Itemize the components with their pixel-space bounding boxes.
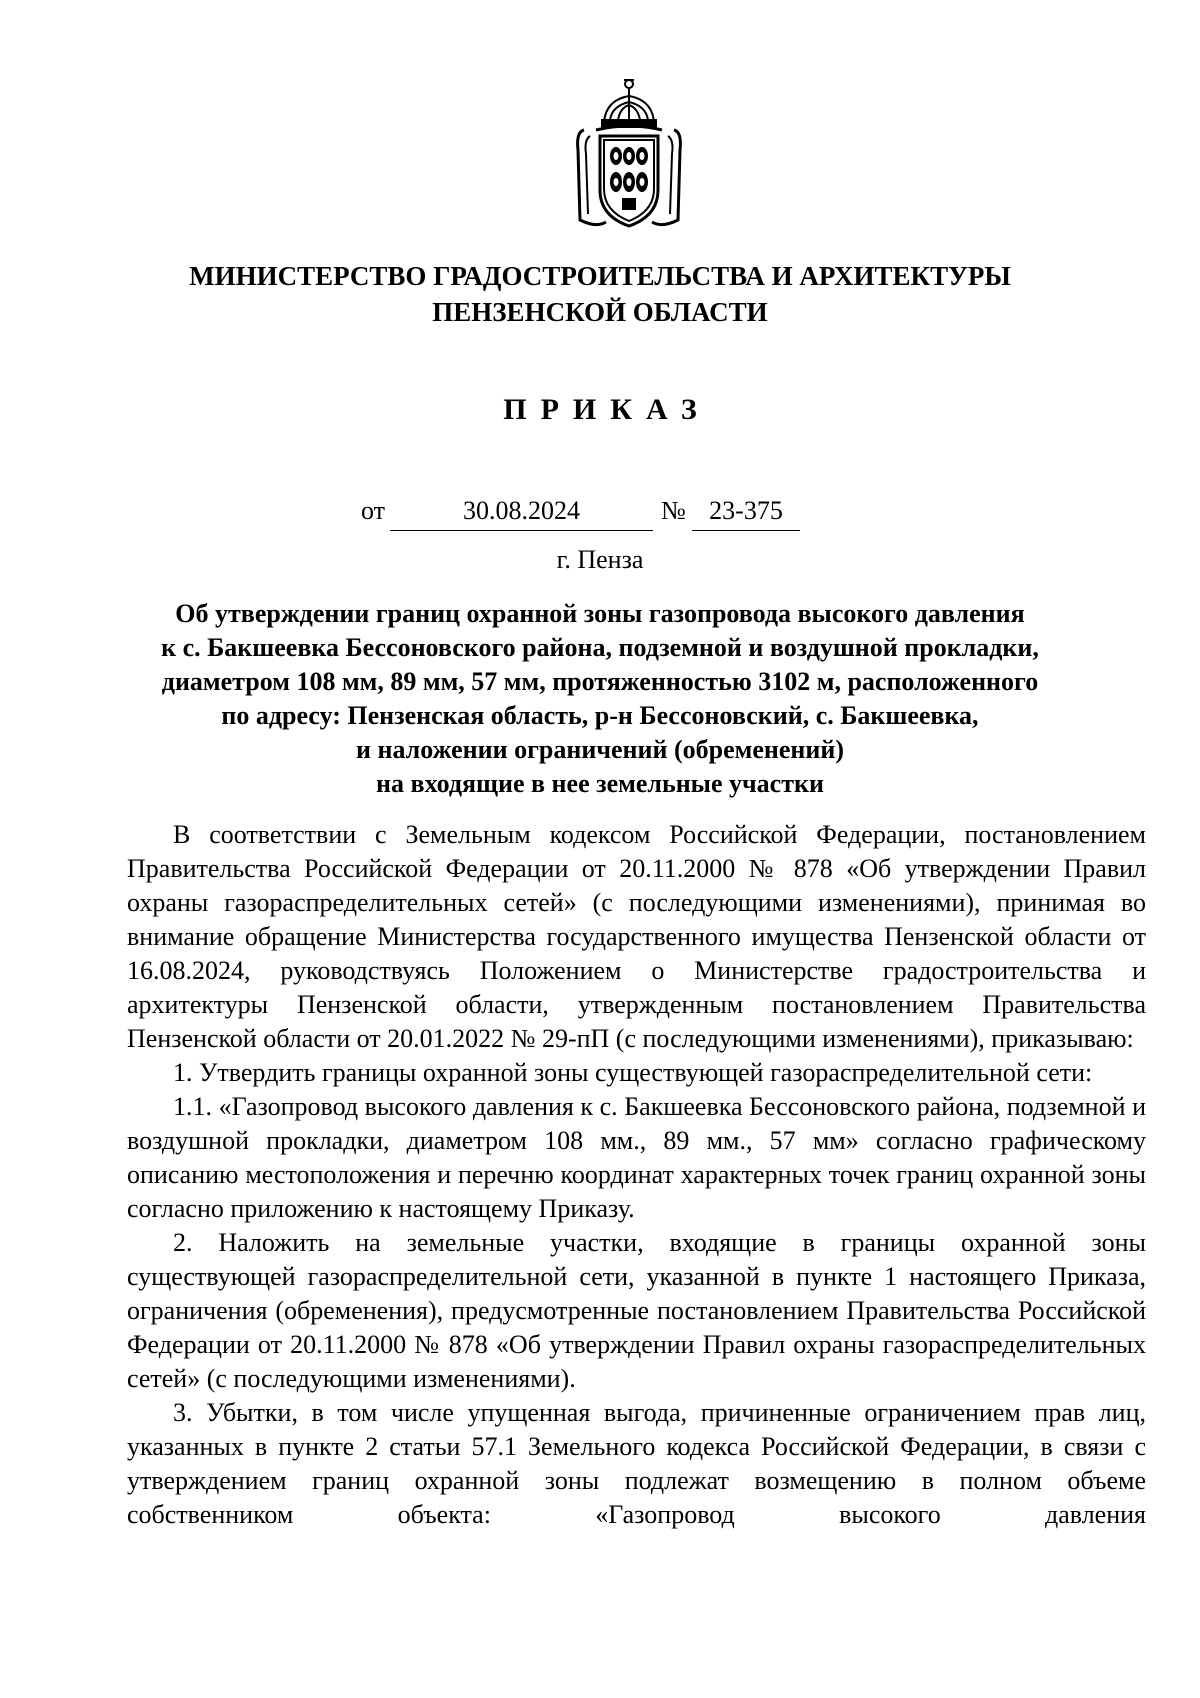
coat-of-arms-icon [566,70,692,240]
subject-line: и наложении ограничений (обременений) [355,735,845,764]
subject-line: диаметром 108 мм, 89 мм, 57 мм, протяженностью 3102 м, расположенного [161,667,1039,696]
body-paragraph-item-3: 3. Убытки, в том числе упущенная выгода, причиненные ограничением прав лиц, указанных в пункте 2 статьи 57.1 Земельного кодекса Российской Федерации, в связи с утверждением границ охранной зоны подлежат возмещению в полном объеме собственником объекта: «Газопровод высокого давления [127,1398,1146,1529]
body-paragraph-item-1: 1. Утвердить границы охранной зоны существующей газораспределительной сети: [173,1058,1093,1087]
subject-line: к с. Бакшеевка Бессоновского района, подземной и воздушной прокладки, [161,633,1039,662]
body-paragraph-item-2: 2. Наложить на земельные участки, входящие в границы охранной зоны существующей газораспределительной сети, указанной в пункте 1 настоящего Приказа, ограничения (обременения), предусмотренные постановлением Правительства Российской Федерации от 20.11.2000 № 878 «Об утверждении Правил охраны газораспределительных сетей» (с последующими изменениями). [127,1228,1146,1393]
order-number: 23-375 [692,496,800,531]
date-number-line [0,496,1200,532]
document-type: ПРИКАЗ [503,393,711,426]
body-paragraph-item-1-1: 1.1. «Газопровод высокого давления к с. Бакшеевка Бессоновского района, подземной и воздушной прокладки, диаметром 108 мм., 89 мм., 57 мм» согласно графическому описанию местоположения и перечню координат характерных точек границ охранной зоны согласно приложению к настоящему Приказу. [127,1092,1146,1223]
subject-line: на входящие в нее земельные участки [376,769,824,798]
order-body [127,818,1146,1532]
ministry-title-line-2: ПЕНЗЕНСКОЙ ОБЛАСТИ [432,297,768,327]
body-paragraph-preamble: В соответствии с Земельным кодексом Российской Федерации, постановлением Правительства Российской Федерации от 20.11.2000 № 878 «Об утверждении Правил охраны газораспределительных сетей» (с последующими изменениями), принимая во внимание обращение Министерства государственного имущества Пензенской области от 16.08.2024, руководствуясь Положением о Министерстве градостроительства и архитектуры Пензенской области, утвержденным постановлением Правительства Пензенской области от 20.01.2022 № 29-пП (с последующими изменениями), приказываю: [127,820,1146,1053]
order-date: 30.08.2024 [390,496,653,531]
subject-line: по адресу: Пензенская область, р-н Бессоновский, с. Бакшеевка, [221,701,979,730]
number-label: № [661,496,686,525]
from-label: от [361,496,386,525]
city: г. Пенза [556,545,644,574]
subject-line: Об утверждении границ охранной зоны газопровода высокого давления [175,599,1025,628]
ministry-title-line-1: МИНИСТЕРСТВО ГРАДОСТРОИТЕЛЬСТВА И АРХИТЕКТУРЫ [189,261,1011,291]
order-subject [130,597,1070,801]
ministry-title [150,258,1050,330]
